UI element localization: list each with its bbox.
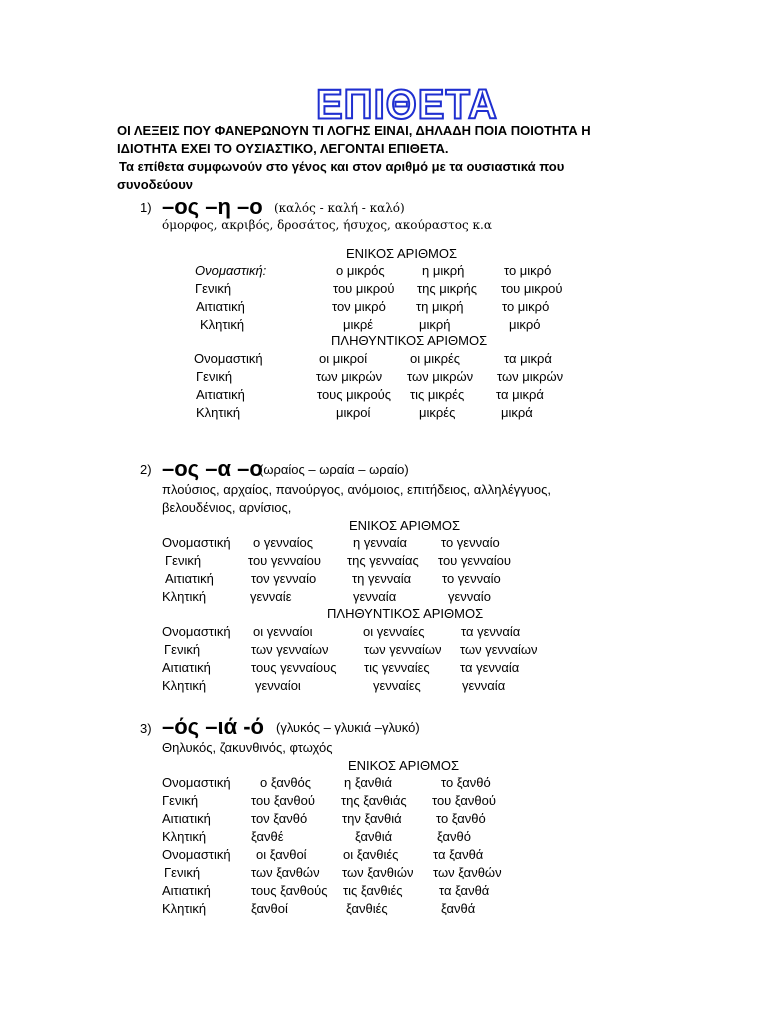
masculine-form: ξανθοί xyxy=(251,901,288,916)
section-1-singular-header: ΕΝΙΚΟΣ ΑΡΙΘΜΟΣ xyxy=(346,246,458,261)
neuter-form: το ξανθό xyxy=(436,811,486,826)
masculine-form: τον μικρό xyxy=(332,299,386,314)
feminine-form: τις ξανθιές xyxy=(343,883,403,898)
masculine-form: ο μικρός xyxy=(336,263,385,278)
neuter-form: τα ξανθά xyxy=(439,883,490,898)
case-label: Γενική xyxy=(164,865,201,880)
feminine-form: της ξανθιάς xyxy=(341,793,407,808)
neuter-form: τα γενναία xyxy=(461,624,521,639)
section-3-ending: –ός –ιά -ό xyxy=(162,714,264,739)
feminine-form: μικρή xyxy=(419,317,451,332)
neuter-form: μικρά xyxy=(501,405,533,420)
case-label: Αιτιατική xyxy=(196,299,245,314)
masculine-form: τον γενναίο xyxy=(251,571,317,586)
section-3-example: (γλυκός – γλυκιά –γλυκό) xyxy=(276,720,420,735)
masculine-form: οι ξανθοί xyxy=(256,847,307,862)
feminine-form: τις μικρές xyxy=(410,387,465,402)
neuter-form: τα μικρά xyxy=(496,387,544,402)
section-3-number: 3) xyxy=(140,721,152,736)
case-label: Αιτιατική xyxy=(162,883,211,898)
section-3-words: Θηλυκός, ζακυνθινός, φτωχός xyxy=(162,740,333,755)
case-label: Αιτιατική xyxy=(165,571,214,586)
neuter-form: το ξανθό xyxy=(441,775,491,790)
feminine-form: ξανθιά xyxy=(355,829,393,844)
neuter-form: ξανθό xyxy=(437,829,471,844)
neuter-form: το μικρό xyxy=(502,299,550,314)
neuter-form: ξανθά xyxy=(441,901,476,916)
masculine-form: ο ξανθός xyxy=(260,775,312,790)
neuter-form: του γενναίου xyxy=(438,553,511,568)
case-label: Ονομαστική xyxy=(162,775,231,790)
section-2-plural-header: ΠΛΗΘΥΝΤΙΚΟΣ ΑΡΙΘΜΟΣ xyxy=(327,606,484,621)
masculine-form: τους μικρούς xyxy=(317,387,392,402)
masculine-form: μικρέ xyxy=(343,317,374,332)
section-2-words-1: πλούσιος, αρχαίος, πανούργος, ανόμοιος, επιτήδειος, αλληλέγγυος, xyxy=(162,482,551,497)
case-label: Αιτιατική xyxy=(162,811,211,826)
section-2-number: 2) xyxy=(140,462,152,477)
feminine-form: τη γενναία xyxy=(352,571,412,586)
case-label: Ονομαστική xyxy=(162,624,231,639)
masculine-form: ξανθέ xyxy=(251,829,284,844)
case-label: Γενική xyxy=(162,793,199,808)
feminine-form: των γενναίων xyxy=(364,642,442,657)
masculine-form: οι μικροί xyxy=(319,351,368,366)
neuter-form: μικρό xyxy=(509,317,541,332)
neuter-form: του ξανθού xyxy=(432,793,496,808)
neuter-form: των μικρών xyxy=(497,369,564,384)
feminine-form: η μικρή xyxy=(422,263,465,278)
case-label: Γενική xyxy=(164,642,201,657)
neuter-form: των ξανθών xyxy=(433,865,502,880)
feminine-form: οι ξανθιές xyxy=(343,847,399,862)
neuter-form: γενναίο xyxy=(448,589,491,604)
section-2-singular-header: ΕΝΙΚΟΣ ΑΡΙΘΜΟΣ xyxy=(349,518,461,533)
feminine-form: την ξανθιά xyxy=(342,811,402,826)
masculine-form: τους γενναίους xyxy=(251,660,337,675)
case-label: Κλητική xyxy=(196,405,241,420)
masculine-form: τον ξανθό xyxy=(251,811,308,826)
masculine-form: του γενναίου xyxy=(248,553,321,568)
case-label: Κλητική xyxy=(162,678,207,693)
neuter-form: το γενναίο xyxy=(442,571,501,586)
feminine-form: των μικρών xyxy=(407,369,474,384)
masculine-form: ο γενναίος xyxy=(253,535,314,550)
case-label: Ονομαστική xyxy=(162,535,231,550)
case-label: Αιτιατική xyxy=(196,387,245,402)
feminine-form: η γενναία xyxy=(353,535,408,550)
feminine-form: γενναία xyxy=(353,589,397,604)
masculine-form: γενναίοι xyxy=(255,678,301,693)
feminine-form: οι γενναίες xyxy=(363,624,425,639)
section-2-ending: –ος –α –ο xyxy=(162,456,263,481)
feminine-form: ξανθιές xyxy=(346,901,388,916)
case-label: Γενική xyxy=(196,369,233,384)
section-1-number: 1) xyxy=(140,200,152,215)
neuter-form: του μικρού xyxy=(501,281,563,296)
intro-line-3: Τα επίθετα συμφωνούν στο γένος και στον αριθμό με τα ουσιαστικά που xyxy=(119,159,565,174)
feminine-form: μικρές xyxy=(419,405,456,420)
case-label: Ονομαστική: xyxy=(195,263,267,278)
page-title: ΕΠΙΘΕΤΑ xyxy=(316,81,498,129)
case-label: Κλητική xyxy=(200,317,245,332)
section-1-ending: –ος –η –ο xyxy=(162,194,263,219)
masculine-form: οι γενναίοι xyxy=(253,624,313,639)
masculine-form: μικροί xyxy=(336,405,371,420)
intro-line-1: ΟΙ ΛΕΞΕΙΣ ΠΟΥ ΦΑΝΕΡΩΝΟΥΝ ΤΙ ΛΟΓΗΣ ΕΙΝΑΙ, ΔΗΛΑΔΗ ΠΟΙΑ ΠΟΙΟΤΗΤΑ Η xyxy=(117,123,591,138)
section-3-singular-header: ΕΝΙΚΟΣ ΑΡΙΘΜΟΣ xyxy=(348,758,460,773)
masculine-form: γενναίε xyxy=(250,589,292,604)
section-1-plural-header: ΠΛΗΘΥΝΤΙΚΟΣ ΑΡΙΘΜΟΣ xyxy=(331,333,488,348)
case-label: Γενική xyxy=(195,281,232,296)
case-label: Κλητική xyxy=(162,829,207,844)
neuter-form: το γενναίο xyxy=(441,535,500,550)
masculine-form: του μικρού xyxy=(333,281,395,296)
masculine-form: των μικρών xyxy=(316,369,383,384)
neuter-form: των γενναίων xyxy=(460,642,538,657)
feminine-form: της μικρής xyxy=(417,281,478,296)
feminine-form: των ξανθιών xyxy=(342,865,414,880)
masculine-form: των γενναίων xyxy=(251,642,329,657)
feminine-form: της γενναίας xyxy=(347,553,419,568)
intro-line-4: συνοδεύουν xyxy=(117,177,193,192)
neuter-form: τα ξανθά xyxy=(433,847,484,862)
feminine-form: οι μικρές xyxy=(410,351,461,366)
section-2-words-2: βελουδένιος, αρνίσιος, xyxy=(162,500,292,515)
neuter-form: τα γενναία xyxy=(460,660,520,675)
section-1-example: (καλός - καλή - καλό) xyxy=(274,201,405,215)
feminine-form: τις γενναίες xyxy=(364,660,430,675)
case-label: Αιτιατική xyxy=(162,660,211,675)
masculine-form: του ξανθού xyxy=(251,793,315,808)
section-1-words: όμορφος, ακριβός, δροσάτος, ήσυχος, ακούραστος κ.α xyxy=(162,218,492,232)
case-label: Γενική xyxy=(165,553,202,568)
section-2-example: (ωραίος – ωραία – ωραίο) xyxy=(259,462,409,477)
neuter-form: το μικρό xyxy=(504,263,552,278)
masculine-form: τους ξανθούς xyxy=(251,883,328,898)
neuter-form: τα μικρά xyxy=(504,351,552,366)
case-label: Κλητική xyxy=(162,589,207,604)
case-label: Ονομαστική xyxy=(162,847,231,862)
neuter-form: γενναία xyxy=(462,678,506,693)
feminine-form: η ξανθιά xyxy=(344,775,392,790)
intro-line-2: ΙΔΙΟΤΗΤΑ ΕΧΕΙ ΤΟ ΟΥΣΙΑΣΤΙΚΟ, ΛΕΓΟΝΤΑΙ ΕΠΙΘΕΤΑ. xyxy=(117,141,449,156)
case-label: Κλητική xyxy=(162,901,207,916)
feminine-form: γενναίες xyxy=(373,678,421,693)
feminine-form: τη μικρή xyxy=(416,299,464,314)
masculine-form: των ξανθών xyxy=(251,865,320,880)
case-label: Ονομαστική xyxy=(194,351,263,366)
